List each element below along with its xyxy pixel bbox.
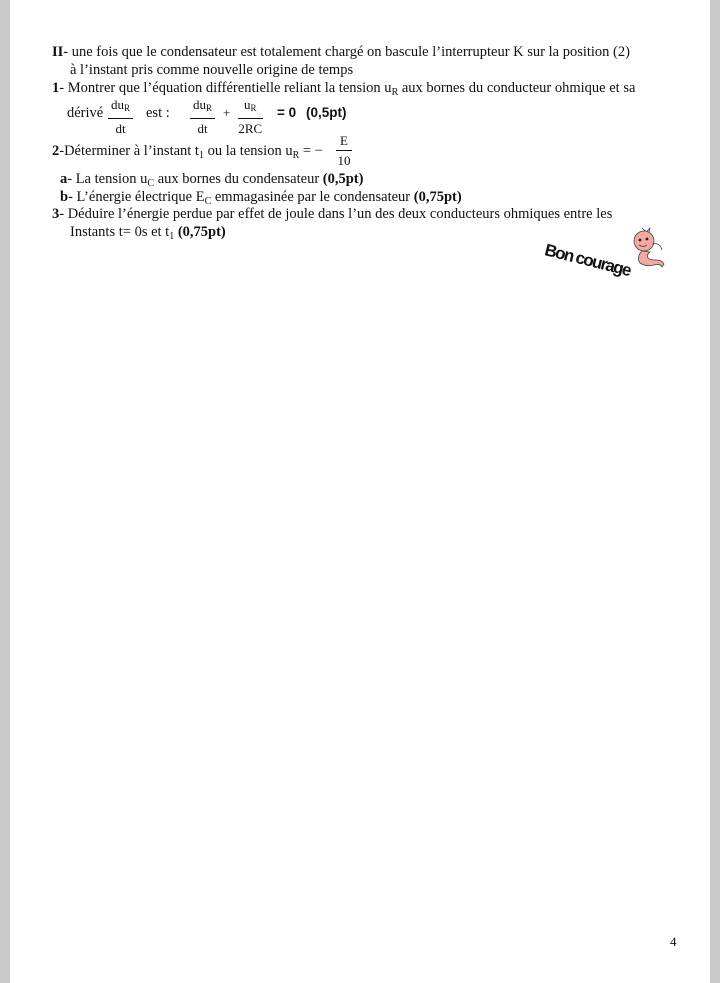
plus-sign: + bbox=[223, 105, 231, 120]
fraction-duR-dt-2: duR dt bbox=[190, 97, 215, 136]
page-number: 4 bbox=[670, 934, 677, 949]
question-2b: b- L’énergie électrique $E_C$ emmagasinée par le condensateur (0,75pt) bbox=[60, 189, 462, 207]
section-intro-line-1: II- une fois que le condensateur est totalement chargé on bascule l’interrupteur K sur la position (2) bbox=[52, 44, 630, 60]
question-1-points: (0,5pt) bbox=[306, 105, 347, 120]
equals-zero: = 0 bbox=[277, 105, 297, 120]
document-page bbox=[10, 0, 710, 983]
section-intro-line-2: à l’instant pris comme nouvelle origine de temps bbox=[70, 62, 354, 78]
mascot-icon bbox=[628, 224, 668, 268]
question-2a: a- La tension $u_C$ aux bornes du condensateur (0,5pt) bbox=[60, 171, 364, 189]
question-3-line-1: 3- Déduire l’énergie perdue par effet de joule dans l’un des deux conducteurs ohmiques entre les bbox=[52, 206, 613, 222]
question-1-line-1: 1- Montrer que l’équation différentielle reliant la tension $u_R$ aux bornes du conducteur ohmique et sa bbox=[52, 80, 636, 98]
derive-label: dérivé bbox=[67, 105, 104, 121]
fraction-uR-2RC: $\frac{uR}{2RC}$ bbox=[238, 97, 263, 136]
section-title: II bbox=[52, 44, 64, 60]
question-3-line-2: Instants t= 0s et $t_1$ (0,75pt) bbox=[70, 224, 226, 242]
fraction-E-10: $\frac{E}{10}$ bbox=[337, 133, 351, 168]
fraction-duR-dt-1: duR dt bbox=[108, 97, 133, 136]
question-2-line: 2-Déterminer à l’instant $t_1$ ou la tension $u_R$ = − bbox=[52, 143, 323, 161]
bon-courage-text: Bon courage bbox=[542, 240, 633, 280]
est-label: est : bbox=[146, 105, 170, 121]
